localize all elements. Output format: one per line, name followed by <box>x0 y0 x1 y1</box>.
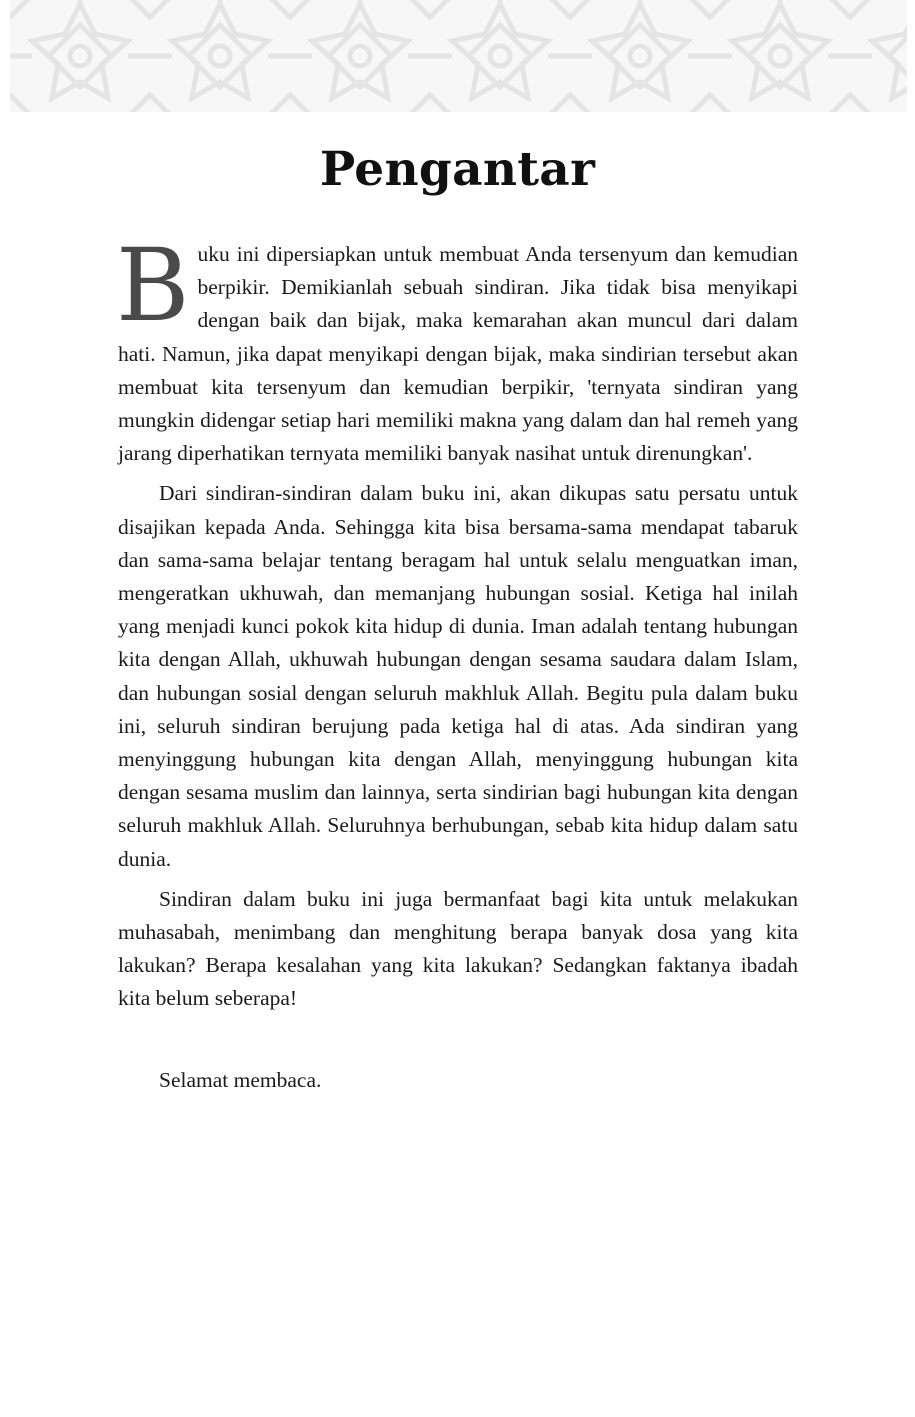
page-title: Pengantar <box>319 142 596 197</box>
paragraph-third: Sindiran dalam buku ini juga bermanfaat bagi kita untuk melakukan muhasabah, menimbang dan menghitung berapa banyak dosa yang kita lakukan? Berapa kesalahan yang kita lakukan? Sedangkan faktanya ibadah kita belum seberapa! <box>118 886 798 1011</box>
closing-line: Selamat membaca. <box>159 1067 322 1092</box>
islamic-ornament-icon <box>10 0 907 112</box>
chapter-body <box>116 227 798 1104</box>
header-ornament-band <box>10 0 907 112</box>
paragraph-intro <box>116 227 798 470</box>
paragraph-intro-text: uku ini dipersiapkan untuk membuat Anda tersenyum dan kemudian berpikir. Demikianlah sebuah sindiran. Jika tidak bisa menyikapi dengan baik dan bijak, maka kemarahan akan muncul dari dalam hati. Namun, jika dapat menyikapi dengan bijak, maka sindirian tersebut akan membuat kita tersenyum dan kemudian berpikir, 'ternyata sindiran yang mungkin didengar setiap hari memiliki makna yang dalam dan hal remeh yang jarang diperhatikan ternyata memiliki banyak nasihat untuk direnungkan'. <box>118 242 798 466</box>
drop-cap-letter: B <box>116 227 190 344</box>
paragraph-second: Dari sindiran-sindiran dalam buku ini, akan dikupas satu persatu untuk disajikan kepada Anda. Sehingga kita bisa bersama-sama mendapat tabaruk dan sama-sama belajar tentang beragam hal untuk selalu menguatkan iman, mengeratkan ukhuwah, dan memanjang hubungan sosial. Ketiga hal inilah yang menjadi kunci pokok kita hidup di dunia. Iman adalah tentang hubungan kita dengan Allah, ukhuwah hubungan dengan sesama saudara dalam Islam, dan hubungan sosial dengan seluruh makhluk Allah. Begitu pula dalam buku ini, seluruh sindiran berujung pada ketiga hal di atas. Ada sindiran yang menyinggung hubungan kita dengan Allah, menyinggung hubungan kita dengan sesama muslim dan lainnya, serta sindirian bagi hubungan kita dengan seluruh makhluk Allah. Seluruhnya berhubungan, sebab kita hidup dalam satu dunia. <box>118 481 798 871</box>
